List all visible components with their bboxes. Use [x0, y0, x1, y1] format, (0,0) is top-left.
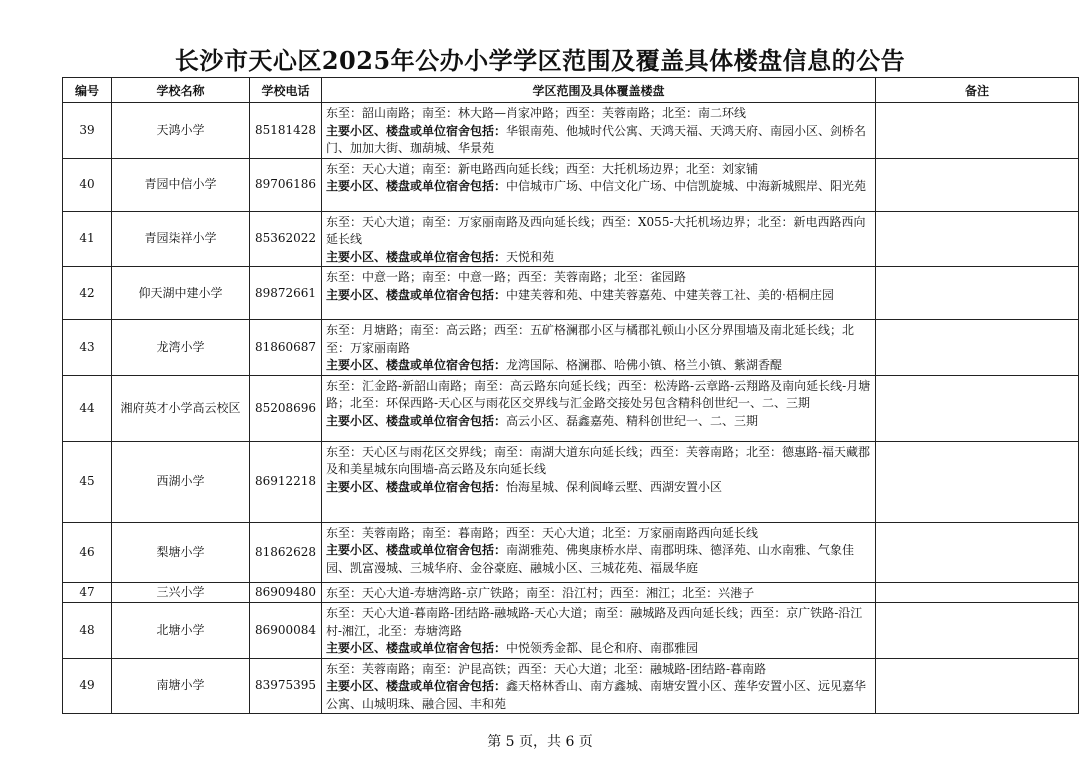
school-name: 青园柒祥小学 [112, 211, 250, 267]
estates-label: 主要小区、楼盘或单位宿舍包括： [326, 123, 507, 138]
district-scope [322, 441, 876, 522]
estates-text: 南湖雅苑、佛奥康桥水岸、南郡明珠、德泽苑、山水南雅、气象佳园、凯富漫城、三城华府、金谷豪庭、融城小区、三城花苑、福晟华庭 [326, 543, 855, 575]
table-row [63, 103, 1079, 159]
boundary-text: 东至：天心区与雨花区交界线；南至：南湖大道东向延长线；西至：芙蓉南路；北至：德惠路-福天藏郡及和美星城东向围墙-高云路及东向延长线 [326, 444, 871, 476]
estates-label: 主要小区、楼盘或单位宿舍包括： [326, 179, 507, 193]
school-phone: 85362022 [250, 211, 322, 267]
table-row [63, 158, 1079, 211]
district-scope [322, 320, 876, 376]
row-number: 43 [63, 320, 112, 376]
remark-cell [876, 320, 1079, 376]
boundary-text: 东至：中意一路；南至：中意一路；西至：芙蓉南路；北至：雀园路 [326, 270, 687, 284]
row-number: 39 [63, 103, 112, 159]
estates-text: 华银南苑、他城时代公寓、天鸿天福、天鸿天府、南园小区、剑桥名门、加加大街、珈葫城、华景苑 [326, 123, 867, 155]
table-row [63, 441, 1079, 522]
school-name: 仰天湖中建小学 [112, 267, 250, 320]
table-body [63, 103, 1079, 714]
district-scope [322, 658, 876, 714]
district-scope [322, 103, 876, 159]
row-number: 46 [63, 522, 112, 582]
district-scope [322, 267, 876, 320]
document-title: 长沙市天心区2025年公办小学学区范围及覆盖具体楼盘信息的公告 [174, 46, 906, 75]
school-phone: 86912218 [250, 441, 322, 522]
estates-text: 中建芙蓉和苑、中建芙蓉嘉苑、中建芙蓉工社、美的·梧桐庄园 [506, 287, 834, 302]
school-name: 三兴小学 [112, 582, 250, 603]
page-number: 第 5 页，共 6 页 [487, 734, 593, 750]
district-scope [322, 158, 876, 211]
school-phone: 85208696 [250, 375, 322, 441]
boundary-text: 东至：天心大道-暮南路-团结路-融城路-天心大道；南至：融城路及西向延长线；西至：京广铁路-沿江村-湘江，北至：寿塘湾路 [326, 606, 863, 638]
remark-cell [876, 441, 1079, 522]
estates-label: 主要小区、楼盘或单位宿舍包括： [326, 413, 507, 428]
table-row [63, 375, 1079, 441]
remark-cell [876, 103, 1079, 159]
table-row [63, 320, 1079, 376]
row-number: 49 [63, 658, 112, 714]
estates-label: 主要小区、楼盘或单位宿舍包括： [326, 679, 507, 693]
estates-label: 主要小区、楼盘或单位宿舍包括： [326, 358, 507, 372]
school-name: 青园中信小学 [112, 158, 250, 211]
remark-cell [876, 211, 1079, 267]
table-row [63, 211, 1079, 267]
estates-text: 怡海星城、保利阆峰云墅、西湖安置小区 [506, 479, 723, 494]
school-phone: 81862628 [250, 522, 322, 582]
estates-text: 中信城市广场、中信文化广场、中信凯旋城、中海新城熙岸、阳光苑 [506, 179, 867, 193]
district-scope [322, 522, 876, 582]
remark-cell [876, 375, 1079, 441]
estates-label: 主要小区、楼盘或单位宿舍包括： [326, 479, 507, 494]
school-phone: 89872661 [250, 267, 322, 320]
row-number: 42 [63, 267, 112, 320]
boundary-text: 东至：月塘路；南至：高云路；西至：五矿格澜郡小区与橘郡礼顿山小区分界围墙及南北延长线；北至：万家丽南路 [326, 323, 855, 355]
estates-text: 鑫天格林香山、南方鑫城、南塘安置小区、莲华安置小区、远见嘉华公寓、山城明珠、融合园、丰和苑 [326, 679, 867, 711]
school-phone: 81860687 [250, 320, 322, 376]
row-number: 47 [63, 582, 112, 603]
remark-cell [876, 522, 1079, 582]
header-scope: 学区范围及具体覆盖楼盘 [322, 78, 876, 103]
school-district-table [62, 77, 1079, 714]
school-name: 南塘小学 [112, 658, 250, 714]
row-number: 45 [63, 441, 112, 522]
header-school: 学校名称 [112, 78, 250, 103]
table-header-row [63, 78, 1079, 103]
school-name: 湘府英才小学高云校区 [112, 375, 250, 441]
estates-label: 主要小区、楼盘或单位宿舍包括： [326, 287, 507, 302]
boundary-text: 东至：天心大道；南至：新电路西向延长线；西至：大托机场边界；北至：刘家铺 [326, 161, 759, 176]
table-row [63, 603, 1079, 659]
remark-cell [876, 158, 1079, 211]
remark-cell [876, 267, 1079, 320]
header-remark: 备注 [876, 78, 1079, 103]
estates-text: 龙湾国际、格澜郡、哈佛小镇、格兰小镇、紫湖香醍 [506, 358, 783, 372]
table-row [63, 582, 1079, 603]
district-scope [322, 375, 876, 441]
school-phone: 89706186 [250, 158, 322, 211]
school-name: 天鸿小学 [112, 103, 250, 159]
boundary-text: 东至：芙蓉南路；南至：沪昆高铁；西至：天心大道；北至：融城路-团结路-暮南路 [326, 661, 767, 676]
school-phone: 86909480 [250, 582, 322, 603]
estates-label: 主要小区、楼盘或单位宿舍包括： [326, 543, 507, 557]
row-number: 44 [63, 375, 112, 441]
estates-text: 高云小区、磊鑫嘉苑、精科创世纪一、二、三期 [506, 413, 759, 428]
district-scope [322, 211, 876, 267]
school-phone: 83975395 [250, 658, 322, 714]
row-number: 40 [63, 158, 112, 211]
school-phone: 85181428 [250, 103, 322, 159]
boundary-text: 东至：汇金路-新韶山南路；南至：高云路东向延长线；西至：松涛路-云章路-云翔路及南向延长线-月塘路；北至：环保西路-天心区与雨花区交界线与汇金路交接处另包含精科创世纪一、二、三期 [326, 378, 871, 410]
district-scope [322, 582, 876, 603]
header-no: 编号 [63, 78, 112, 103]
remark-cell [876, 658, 1079, 714]
district-scope [322, 603, 876, 659]
table-row [63, 522, 1079, 582]
remark-cell [876, 603, 1079, 659]
header-phone: 学校电话 [250, 78, 322, 103]
estates-label: 主要小区、楼盘或单位宿舍包括： [326, 249, 507, 264]
boundary-text: 东至：芙蓉南路；南至：暮南路；西至：天心大道；北至：万家丽南路西向延长线 [326, 525, 759, 540]
remark-cell [876, 582, 1079, 603]
boundary-text: 东至：韶山南路；南至：林大路—肖家冲路；西至：芙蓉南路；北至：南二环线 [326, 106, 747, 120]
estates-text: 天悦和苑 [506, 249, 555, 264]
school-name: 西湖小学 [112, 441, 250, 522]
school-phone: 86900084 [250, 603, 322, 659]
row-number: 41 [63, 211, 112, 267]
table-row [63, 658, 1079, 714]
boundary-text: 东至：天心大道-寿塘湾路-京广铁路；南至：沿江村；西至：湘江；北至：兴港子 [326, 585, 755, 600]
boundary-text: 东至：天心大道；南至：万家丽南路及西向延长线；西至：X055-大托机场边界；北至：新电西路西向延长线 [326, 214, 866, 246]
school-name: 北塘小学 [112, 603, 250, 659]
school-name: 梨塘小学 [112, 522, 250, 582]
table-row [63, 267, 1079, 320]
row-number: 48 [63, 603, 112, 659]
estates-text: 中悦领秀金都、昆仑和府、南郡雅园 [506, 641, 699, 655]
school-name: 龙湾小学 [112, 320, 250, 376]
estates-label: 主要小区、楼盘或单位宿舍包括： [326, 641, 507, 655]
